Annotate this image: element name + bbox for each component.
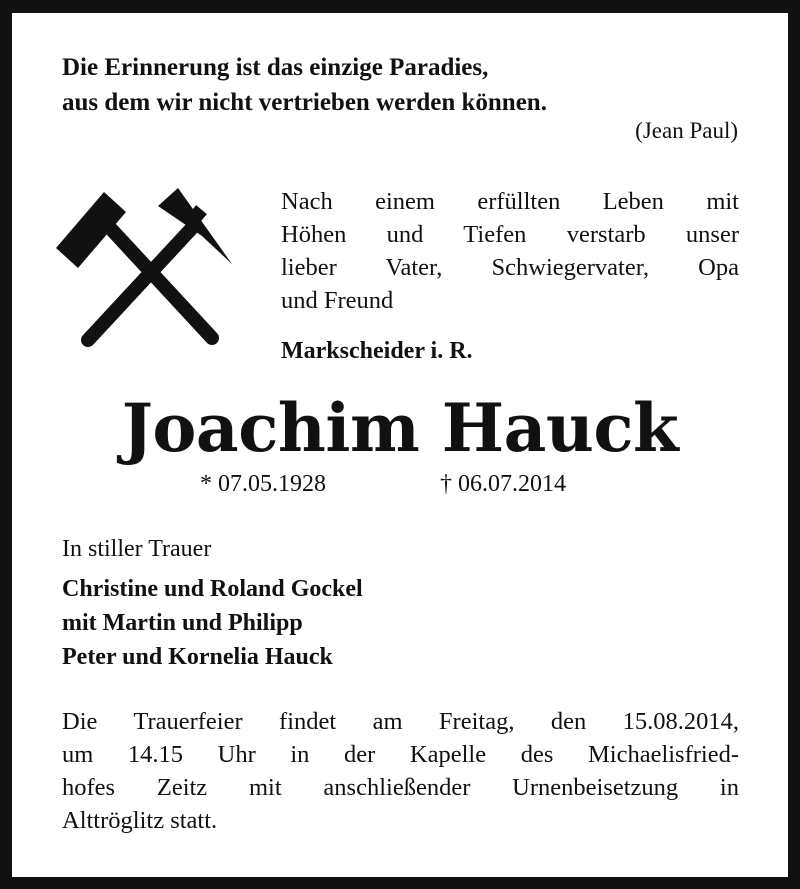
quote-line: aus dem wir nicht vertrieben werden können. bbox=[62, 89, 547, 116]
service-line: Die Trauerfeier findet am Freitag, den 15.08.2014, bbox=[62, 708, 739, 735]
intro-line: Höhen und Tiefen verstarb unser bbox=[281, 221, 739, 248]
quote-line: Die Erinnerung ist das einzige Paradies, bbox=[62, 54, 489, 81]
mourner-line: Christine und Roland Gockel bbox=[62, 576, 363, 602]
service-line: um 14.15 Uhr in der Kapelle des Michaelisfried- bbox=[62, 741, 739, 768]
intro-text bbox=[281, 185, 739, 317]
crossed-hammer-and-pick-icon bbox=[52, 188, 237, 353]
quote-author: (Jean Paul) bbox=[635, 118, 738, 143]
service-announcement bbox=[62, 705, 739, 837]
intro-line: lieber Vater, Schwiegervater, Opa bbox=[281, 254, 739, 281]
birth-date: * 07.05.1928 bbox=[200, 471, 326, 497]
life-dates bbox=[0, 468, 800, 500]
deceased-name: Joachim Hauck bbox=[121, 389, 679, 467]
service-line: Alttröglitz statt. bbox=[62, 807, 218, 834]
intro-line: Nach einem erfüllten Leben mit bbox=[281, 188, 739, 215]
death-date: † 06.07.2014 bbox=[440, 471, 566, 497]
profession: Markscheider i. R. bbox=[281, 338, 473, 364]
mourners-list bbox=[62, 572, 363, 674]
intro-line: und Freund bbox=[281, 287, 394, 314]
mourning-intro: In stiller Trauer bbox=[62, 536, 212, 562]
memorial-quote bbox=[62, 50, 547, 120]
service-line: hofes Zeitz mit anschließender Urnenbeisetzung in bbox=[62, 774, 739, 801]
mourner-line: mit Martin und Philipp bbox=[62, 610, 303, 636]
mourner-line: Peter und Kornelia Hauck bbox=[62, 644, 333, 670]
